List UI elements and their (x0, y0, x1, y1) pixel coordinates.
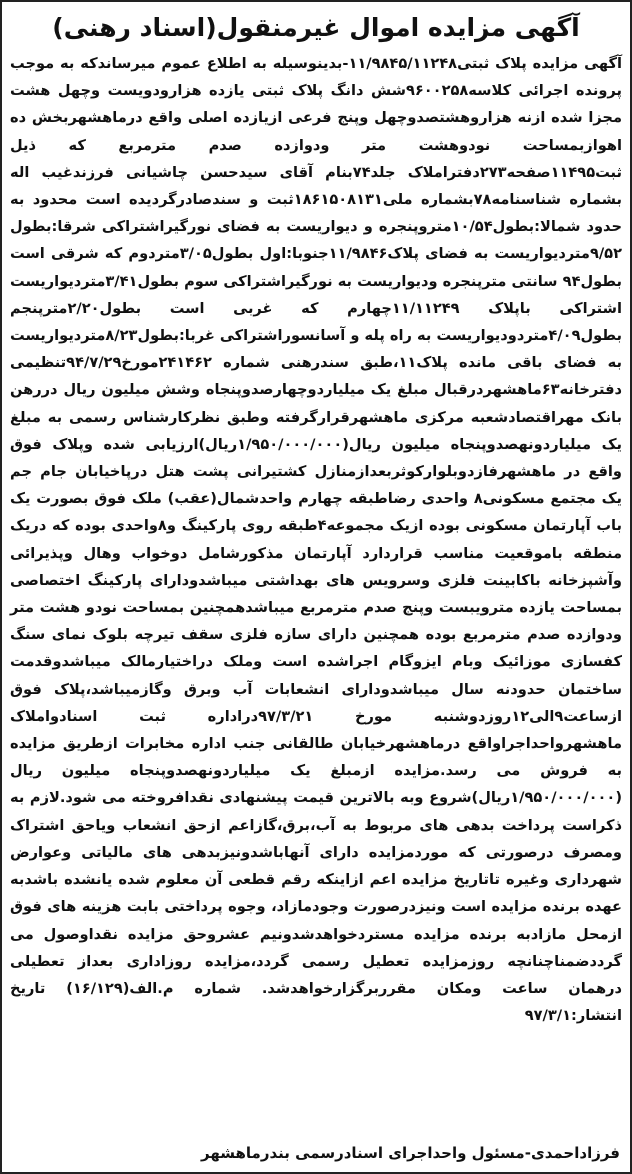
notice-title: آگهی مزایده اموال غیرمنقول(اسناد رهنی) (52, 13, 580, 42)
notice-signature: فرزاداحمدی-مسئول واحداجرای اسنادرسمی بندرماهشهر (201, 1144, 620, 1162)
publish-info: شماره م.الف(۱۶/۱۲۹) تاریخ انتشار:۹۷/۳/۱ (10, 979, 622, 1025)
notice-body (10, 50, 622, 1029)
notice-body-text: آگهی مزایده پلاک ثبتی۱۱/۹۸۴۵/۱۱۲۴۸-بدینوسیله به اطلاع عموم میرساندکه به موجب پرونده اجرائی کلاسه۹۶۰۰۲۵۸شش دانگ پلاک ثبتی یازده هزارودویست وچهل هشت مجزا شده ازنه هزاروهشتصدوچهل وپنج فرعی ازیازده اصلی واقع درماهشهربخش ده اهوازبمساحت نودوهشت متر ودوازده صدم مترمربع که ذیل ثبت۱۱۴۹۵صفحه۲۷۳دفتراملاک جلد۷۴بنام آقای سیدحسن چاشیانی فرزندغیب اله بشماره شناسنامه۷۸بشماره ملی۱۸۶۱۵۰۸۱۳۱ثبت و سندصادرگردیده است محدود به حدود شمالا:بطول۱۰/۵۴متروپنجره و دیواریست به فضای نورگیراشتراکی شرقا:بطول ۹/۵۲متردیواریست به فضای پلاک۱۱/۹۸۴۶جنوبا:اول بطول۳/۰۵متردوم که شرقی است بطول۹۴ سانتی مترپنجره ودیواریست به نورگیراشتراکی سوم بطول۳/۴۱متردیواریست اشتراکی باپلاک ۱۱/۱۱۲۴۹چهارم که غربی است بطول۲/۲۰مترپنجم بطول۴/۰۹متردودیواریست به راه پله و آسانسوراشتراکی غربا:بطول۸/۲۳متردیواریست به فضای باقی مانده پلاک۱۱،طبق سندرهنی شماره ۲۴۱۴۶۲مورخ۹۴/۷/۲۹تنظیمی دفترخانه۶۳ماهشهردرقبال مبلغ یک میلیاردوچهارصدوپنجاه وشش میلیون ریال دررهن بانک مهراقتصادشعبه مرکزی ماهشهرقرارگرفته وطبق نظرکارشناس رسمی به مبلغ یک میلیاردونهصدوپنجاه میلیون ریال(۱/۹۵۰/۰۰۰/۰۰۰ریال)ارزیابی شده وپلاک فوق واقع در ماهشهرفازدوبلوارکوثربعدازمنازل کشتیرانی پشت هتل درپاخیابان جام جم یک مجتمع مسکونی۸ واحدی رضاطبقه چهارم واحدشمال(عقب) ملک فوق بصورت یک باب آپارتمان مسکونی بوده ازیک مجموعه۴طبقه روی پارکینگ و۸واحدی بوده که دریک منطقه باموقعیت مناسب قراردارد آپارتمان مذکورشامل دوخواب وهال وپذیرائی وآشپزخانه باکابینت فلزی وسرویس های بهداشتی میباشدودارای پارکینگ اختصاصی بمساحت یازده مترویبست وپنج صدم مترمربع میباشدهمچنین بمساحت نودو هشت متر ودوازده صدم مترمربع بوده همچنین دارای سازه فلزی سقف تیرچه بلوک نمای سنگ کفسازی موزائیک وبام ایزوگام اجراشده است وملک دراختیارمالک میباشدوقدمت ساختمان حدودنه سال میباشدودارای انشعابات آب وبرق وگازمیباشد،پلاک فوق ازساعت۹الی۱۲روزدوشنبه مورخ ۹۷/۳/۲۱دراداره ثبت اسنادواملاک ماهشهرواحداجراواقع درماهشهرخیابان طالقانی جنب اداره مخابرات ازطریق مزایده به فروش می رسد.مزایده ازمبلغ یک میلیاردونهصدوپنجاه میلیون ریال (۱/۹۵۰/۰۰۰/۰۰۰ریال)شروع وبه بالاترین قیمت پیشنهادی نقدافروخته می شود.لازم به ذکراست پرداخت بدهی های مربوط به آب،برق،گازاعم ازحق انشعاب ویاحق اشتراک ومصرف درصورتی که موردمزایده دارای آنهاباشدونیزبدهی های مالیاتی وعوارض شهرداری وغیره تاتاریخ مزایده اعم ازاینکه رقم قطعی آن معلوم شده یانشده باشدبه عهده برنده مزایده است ونیزدرصورت وجودمازاد، وجوه پرداختی بابت هزینه های فوق ازمحل مازادبه برنده مزایده مستردخواهدشدونیم عشروحق مزایده نقداوصول می گرددضمناچنانچه روزمزایده تعطیل رسمی گردد،مزایده روزاداری بعداز تعطیلی درهمان ساعت ومکان مقرربرگزارخواهدشد. (10, 55, 623, 997)
